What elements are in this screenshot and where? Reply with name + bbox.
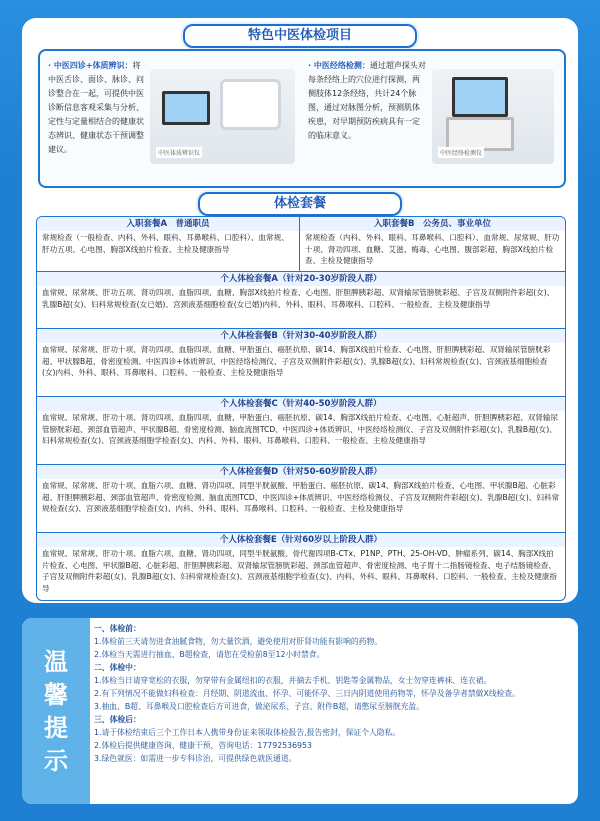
package-personal-a <box>37 272 565 329</box>
tips-item: 3.抽血、B超、耳鼻喉及口腔检查后方可进食，做泌尿系、子宫、附件B超，请憋尿至膀胱充盈。 <box>94 702 425 711</box>
meridian-device-image <box>432 69 554 164</box>
package-title: 个人体检套餐A（针对20-30岁阶段人群） <box>37 272 565 286</box>
tips-item: 1.请于体检结束后三个工作日本人携带身份证来领取体检报告,报告密封，保证个人隐私。 <box>94 728 401 737</box>
package-personal-c <box>37 397 565 465</box>
package-body: 常规检查（一般检查、内科、外科、眼科、耳鼻喉科、口腔科）、血常规、肝功五项、心电图、胸部X线拍片检查、主检及健康指导 <box>42 233 289 254</box>
tips-item: 2.有下列情况不能做妇科检查：月经期、阴道流血、怀孕、可能怀孕、三日内阴道使用药物等，怀孕及备孕者禁做X线检查。 <box>94 689 521 698</box>
package-entry-b <box>300 217 565 271</box>
package-body: 血常规、尿常规、肝功十项、肾功四项、血脂四项、血糖、甲胎蛋白、癌胚抗原、碳14、胸部X线拍片检查、心电图、心脏超声、肝胆脾胰彩超、双肾输尿管膀胱彩超、颈部血管超声、甲状腺B超、骨密度检测、脑血流图TCD、中医四诊+体质辨识、中医经络检测仪、子宫及双侧附件彩超(女)、乳腺B超(女)、妇科常规检查(女)、宫颈液基细胞学检查(女)、内科、外科、眼科、耳鼻喉科、口腔科、一般检查、主检及健康指导 <box>42 413 559 445</box>
package-personal-b <box>37 329 565 397</box>
package-title: 入职套餐A 普通职员 <box>37 217 299 231</box>
package-body: 血常规、尿常规、肝功十项、肾功四项、血脂四项、血糖、甲胎蛋白、癌胚抗原、碳14、胸部X线拍片检查、心电图、肝胆脾胰彩超、双肾输尿管膀胱彩超、甲状腺B超、骨密度检测、中医四诊+体质辨识、中医经络检测仪、子宫及双侧附件彩超(女)、乳腺B超(女)、妇科常规检查(女)、宫颈液基细胞检查(女)内科、外科、眼科、耳鼻喉科、口腔科、一般检查、主检及健康指导 <box>42 345 551 377</box>
entry-packages-row <box>37 217 565 272</box>
package-title: 个人体检套餐B（针对30-40岁阶段人群） <box>37 329 565 343</box>
device-body <box>220 79 281 130</box>
package-title: 入职套餐B 公务员、事业单位 <box>300 217 565 231</box>
features-box <box>38 49 566 188</box>
tips-body <box>94 622 572 800</box>
device-caption: 中医经络检测仪 <box>438 147 484 158</box>
package-body: 血常规、尿常规、肝功十项、血脂六项、血糖、肾功四项、同型半胱氨酸、骨代谢四项B-CTx、P1NP、PTH、25-OH-VD、肿瘤系列、碳14、胸部X线拍片检查、心电图、甲状腺B超、心脏彩超、肝胆脾胰彩超、双肾输尿管膀胱彩超、颈部血管超声、骨密度检测、电子胃十二指肠镜检查、电子结肠镜检查、子宫及双侧附件彩超(女)、乳腺B超(女)、妇科常规检查(女)、宫颈液基细胞学检查(女)、内科、外科、眼科、耳鼻喉科、口腔科、一般检查、主检及健康指导 <box>42 549 557 593</box>
feature-meridian-detection <box>308 59 556 177</box>
package-body: 常规检查（内科、外科、眼科、耳鼻喉科、口腔科）、血常规、尿常规、肝功十项、肾功四项、血糖、艾滋、梅毒、心电图、腹部彩超、胸部X线拍片检查、主检及健康指导 <box>305 233 560 265</box>
tips-item: 1.体检当日请穿宽松的衣服，勿穿带有金属纽扣的衣服，并摘去手机、钥匙等金属物品，女士勿穿连裤袜、连衣裙。 <box>94 676 492 685</box>
package-body: 血常规、尿常规、肝功十项、血脂六项、血糖、肾功四项、同型半胱氨酸、甲胎蛋白、癌胚抗原、碳14、胸部X线拍片检查、心电图、甲状腺B超、心脏彩超、肝胆脾胰彩超、颈部血管超声、骨密度检测、脑血流图TCD、中医四诊+体质辨识、中医经络检测仪、子宫及双侧附件彩超(女)、乳腺B超(女)、妇科常规检查(女)、宫颈液基细胞学检查(女)、内科、外科、眼科、耳鼻喉科、口腔科、一般检查、主检及健康指导 <box>42 481 560 513</box>
tips-section-heading: 三、体检后： <box>94 715 141 724</box>
features-title: 特色中医体检项目 <box>183 24 417 48</box>
tcm-device-image <box>150 69 295 164</box>
tips-section-heading: 二、体检中： <box>94 663 141 672</box>
package-body: 血常规、尿常规、肝功五项、肾功四项、血脂四项、血糖、胸部X线拍片检查、心电图、肝胆脾胰彩超、双肾输尿管膀胱彩超、子宫及双侧附件彩超(女)、乳腺B超(女)、妇科常规检查(女已婚)、宫颈液基细胞检查(女已婚)内科、外科、眼科、耳鼻喉科、口腔科、一般检查、主检及健康指导 <box>42 288 555 309</box>
package-title: 个人体检套餐D（针对50-60岁阶段人群） <box>37 465 565 479</box>
tips-item: 2.体检后提供健康咨询、健康干预，咨询电话：17792536953 <box>94 741 312 750</box>
feature-desc: 通过超声探头对每条经络上的穴位进行探测，两侧肢体12条经络，共计24个脉图，通过对脉图分析，预测肌体疾患，对早期预防疾病具有一定的临床意义。 <box>308 61 426 140</box>
tips-panel <box>22 618 578 804</box>
package-personal-d <box>37 465 565 533</box>
tips-side-banner <box>22 618 90 804</box>
device-screen <box>452 77 508 117</box>
package-title: 个人体检套餐C（针对40-50岁阶段人群） <box>37 397 565 411</box>
feature-text <box>308 59 426 143</box>
footer-band <box>0 808 600 821</box>
device-cart <box>446 117 514 151</box>
feature-head: · 中医四诊+体质辨识： <box>48 61 133 70</box>
feature-head: · 中医经络检测： <box>308 61 370 70</box>
tips-section-heading: 一、体检前： <box>94 624 141 633</box>
packages-table <box>36 216 566 601</box>
package-entry-a <box>37 217 300 271</box>
packages-title: 体检套餐 <box>198 192 402 216</box>
package-personal-e <box>37 533 565 600</box>
feature-desc: 将中医舌诊、面诊、脉诊、问诊整合在一起，可提供中医诊断信息客观采集与分析、定性与定量相结合的健康状态辨识、健康状态干预调整建议。 <box>48 61 144 154</box>
feature-text <box>48 59 146 157</box>
device-screen <box>162 91 210 125</box>
device-caption: 中医体质辨识仪 <box>156 147 202 158</box>
tips-item: 1.体检前三天请勿进食油腻食物，勿大量饮酒，避免使用对肝肾功能有影响的药物。 <box>94 637 383 646</box>
tips-item: 3.绿色就医：如需进一步专科诊治，可提供绿色就医通道。 <box>94 754 297 763</box>
feature-tcm-four-diagnosis <box>48 59 296 177</box>
tips-side-title: 温馨提示 <box>44 648 68 775</box>
package-title: 个人体检套餐E（针对60岁以上阶段人群） <box>37 533 565 547</box>
tips-item: 2.体检当天需进行抽血、B超检查，请您在受检前8至12小时禁食。 <box>94 650 325 659</box>
